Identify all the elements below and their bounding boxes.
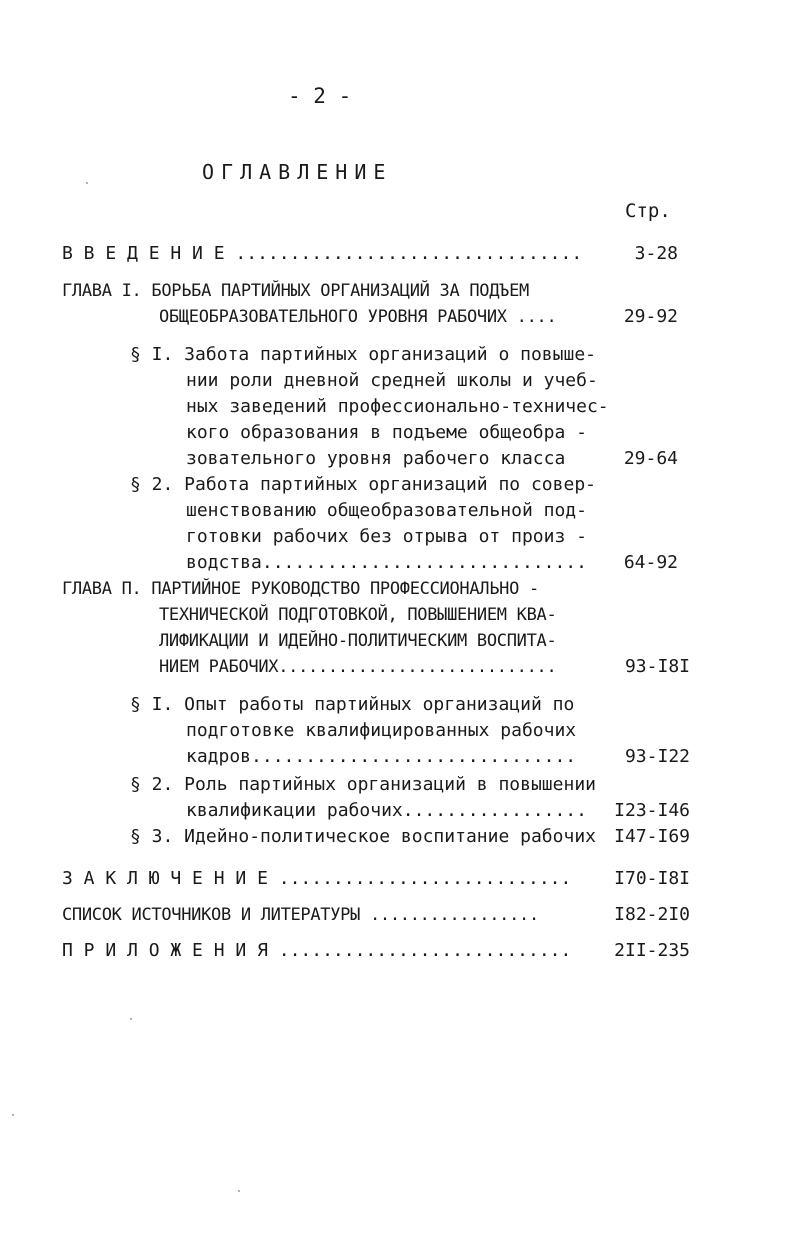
toc-entry-text: З А К Л Ю Ч Е Н И Е ........................... <box>62 868 572 889</box>
toc-entry-page: 29-92 <box>623 306 678 327</box>
toc-entry-sources <box>62 902 690 928</box>
toc-entry-text: ЛИФИКАЦИИ И ИДЕЙНО-ПОЛИТИЧЕСКИМ ВОСПИТА- <box>159 631 557 651</box>
toc-entry-text: § I. Забота партийных организаций о повыше- <box>130 344 596 365</box>
toc-heading: ОГЛАВЛЕНИЕ <box>202 160 393 184</box>
toc-entry-text: подготовке квалифицированных рабочих <box>186 720 577 741</box>
toc-entry-chapter-1-line-1 <box>62 278 678 304</box>
toc-entry-section-1-1-line-1 <box>62 342 678 368</box>
toc-entry-text: ных заведений профессионально-техничес- <box>186 396 609 417</box>
toc-entry-chapter-1-line-2 <box>62 304 678 330</box>
toc-entry-section-1-1-line-4 <box>62 420 678 446</box>
scan-speck <box>12 1114 14 1116</box>
toc-entry-chapter-2-line-4 <box>62 654 690 680</box>
scan-speck <box>130 1018 132 1020</box>
page-column-label: Стр. <box>625 200 671 222</box>
toc-entry-text: ОБЩЕОБРАЗОВАТЕЛЬНОГО УРОВНЯ РАБОЧИХ .... <box>159 307 557 327</box>
toc-entry-text: шенствованию общеобразовательной под- <box>186 500 587 521</box>
toc-entry-page: 64-92 <box>623 552 678 573</box>
toc-entry-section-1-2-line-3 <box>62 524 678 550</box>
toc-entry-conclusion <box>62 866 690 892</box>
toc-entry-text: § 3. Идейно-политическое воспитание рабочих <box>130 826 596 847</box>
toc-entry-text: В В Е Д Е Н И Е ................................ <box>62 243 583 264</box>
toc-entry-page: 93-I8I <box>624 656 690 677</box>
toc-entry-section-2-3 <box>62 824 690 850</box>
toc-entry-section-1-2-line-4 <box>62 550 678 576</box>
toc-entry-page: I70-I8I <box>614 868 690 889</box>
toc-entry-text: готовки рабочих без отрыва от произ - <box>186 526 587 547</box>
toc-entry-text: § I. Опыт работы партийных организаций по <box>130 694 575 715</box>
toc-entry-page: 29-64 <box>623 448 678 469</box>
toc-entry-chapter-2-line-1 <box>62 576 686 602</box>
toc-entry-introduction <box>62 241 678 267</box>
toc-entry-text: ТЕХНИЧЕСКОЙ ПОДГОТОВКОЙ, ПОВЫШЕНИЕМ КВА- <box>159 605 557 625</box>
toc-entry-text: водства.............................. <box>186 552 587 573</box>
toc-entry-section-1-1-line-3 <box>62 394 678 420</box>
toc-entry-page: 93-I22 <box>624 746 690 767</box>
toc-entry-section-1-2-line-2 <box>62 498 678 524</box>
toc-entry-text: § 2. Работа партийных организаций по совер- <box>130 474 596 495</box>
toc-entry-page: I47-I69 <box>614 826 690 847</box>
toc-entry-chapter-2-line-2 <box>62 602 686 628</box>
toc-entry-text: НИЕМ РАБОЧИХ............................ <box>159 657 557 677</box>
toc-entry-text: зовательного уровня рабочего класса <box>186 448 566 469</box>
toc-entry-text: СПИСОК ИСТОЧНИКОВ И ЛИТЕРАТУРЫ ................. <box>62 905 539 925</box>
toc-entry-text: нии роли дневной средней школы и учеб- <box>186 370 598 391</box>
toc-entry-section-2-1-line-2 <box>62 718 690 744</box>
toc-entry-section-1-1-line-5 <box>62 446 678 472</box>
toc-entry-section-1-2-line-1 <box>62 472 678 498</box>
toc-entry-page: 3-28 <box>634 243 678 264</box>
toc-entry-text: ГЛАВА П. ПАРТИЙНОЕ РУКОВОДСТВО ПРОФЕССИОНАЛЬНО - <box>62 579 539 599</box>
toc-entry-text: П Р И Л О Ж Е Н И Я ........................... <box>62 940 572 961</box>
toc-entry-page: 2II-235 <box>614 940 690 961</box>
toc-entry-text: кадров.............................. <box>186 746 577 767</box>
toc-entry-text: квалификации рабочих................. <box>186 800 587 821</box>
toc-entry-appendices <box>62 938 690 964</box>
scan-speck <box>238 1190 240 1192</box>
toc-entry-chapter-2-line-3 <box>62 628 686 654</box>
toc-entry-page: I23-I46 <box>614 800 690 821</box>
toc-entry-section-2-2-line-2 <box>62 798 690 824</box>
toc-entry-text: § 2. Роль партийных организаций в повышении <box>130 774 596 795</box>
scan-speck <box>86 182 88 184</box>
toc-entry-text: ГЛАВА I. БОРЬБА ПАРТИЙНЫХ ОРГАНИЗАЦИЙ ЗА ПОДЪЕМ <box>62 281 529 301</box>
toc-entry-page: I82-2I0 <box>614 904 690 925</box>
toc-entry-section-1-1-line-2 <box>62 368 678 394</box>
toc-entry-section-2-1-line-3 <box>62 744 690 770</box>
toc-entry-section-2-2-line-1 <box>62 772 690 798</box>
page-number: - 2 - <box>288 84 352 108</box>
toc-entry-section-2-1-line-1 <box>62 692 690 718</box>
toc-entry-text: кого образования в подъеме общеобра - <box>186 422 587 443</box>
